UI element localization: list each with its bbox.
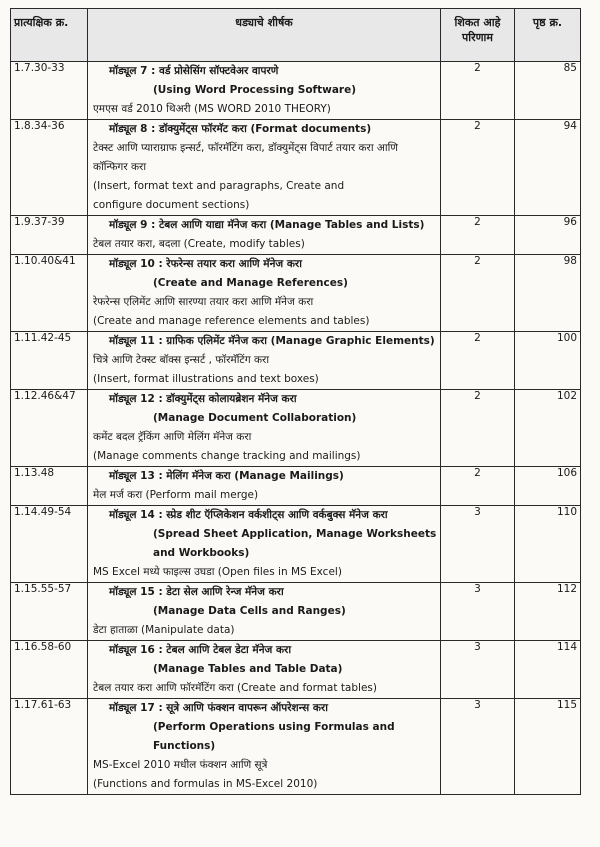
module-heading: मॉड्यूल 13 : मेलिंग मॅनेज करा (Manage Mailings) <box>109 470 344 482</box>
exercise-number: 1.9.37-39 <box>11 216 88 255</box>
lesson-title-cell <box>88 120 441 216</box>
topic-line: डेटा हाताळा (Manipulate data) <box>93 624 235 636</box>
lesson-title-cell <box>88 216 441 255</box>
module-english-title: (Spread Sheet Application, Manage Worksheets and Workbooks) <box>153 528 437 559</box>
module-english-title: (Manage Document Collaboration) <box>153 412 357 424</box>
page-number: 110 <box>515 506 581 583</box>
lesson-title-cell <box>88 255 441 332</box>
topic-line: टेबल तयार करा, बदला (Create, modify tables) <box>93 238 305 250</box>
topic-line: टेबल तयार करा आणि फॉरमॅटिंग करा (Create and format tables) <box>93 682 377 694</box>
module-heading: मॉड्यूल 14 : स्प्रेड शीट ऍप्लिकेशन वर्कशीट्स आणि वर्कबुक्स मॅनेज करा <box>109 509 388 521</box>
module-english-title: (Create and Manage References) <box>153 277 348 289</box>
topic-line: कमेंट बदल ट्रॅकिंग आणि मेलिंग मॅनेज करा <box>93 431 252 443</box>
page-number: 102 <box>515 390 581 467</box>
learning-outcome: 2 <box>441 255 515 332</box>
page-number: 85 <box>515 62 581 120</box>
topic-line: मेल मर्ज करा (Perform mail merge) <box>93 489 259 501</box>
exercise-number: 1.15.55-57 <box>11 583 88 641</box>
topic-line: (Insert, format text and paragraphs, Create and <box>93 180 345 192</box>
table-row <box>11 583 581 641</box>
topic-line: (Manage comments change tracking and mailings) <box>93 450 361 462</box>
lesson-title-cell <box>88 62 441 120</box>
module-heading: मॉड्यूल 15 : डेटा सेल आणि रेन्ज मॅनेज करा <box>109 586 284 598</box>
learning-outcome: 2 <box>441 216 515 255</box>
topic-line: (Create and manage reference elements and tables) <box>93 315 370 327</box>
exercise-number: 1.11.42-45 <box>11 332 88 390</box>
module-heading: मॉड्यूल 12 : डॉक्युमेंट्स कोलायब्रेशन मॅनेज करा <box>109 393 297 405</box>
exercise-number: 1.16.58-60 <box>11 641 88 699</box>
exercise-number: 1.14.49-54 <box>11 506 88 583</box>
header-exercise-no: प्रात्यक्षिक क्र. <box>11 9 88 62</box>
topic-line: चित्रे आणि टेक्स्ट बॉक्स इन्सर्ट , फॉरमॅटिंग करा <box>93 354 270 366</box>
learning-outcome: 2 <box>441 120 515 216</box>
page-number: 96 <box>515 216 581 255</box>
module-heading: मॉड्यूल 9 : टेबल आणि याद्या मॅनेज करा (Manage Tables and Lists) <box>109 219 425 231</box>
page-number: 112 <box>515 583 581 641</box>
contents-table <box>10 8 581 795</box>
header-learning-outcome: शिकत आहे परिणाम <box>441 9 515 62</box>
exercise-number: 1.17.61-63 <box>11 699 88 795</box>
topic-line: रेफरेन्स एलिमेंट आणि सारण्या तयार करा आणि मॅनेज करा <box>93 296 314 308</box>
lesson-title-cell <box>88 332 441 390</box>
page-number: 94 <box>515 120 581 216</box>
page-number: 98 <box>515 255 581 332</box>
topic-line: कॉन्फिगर करा <box>93 161 147 173</box>
table-row <box>11 62 581 120</box>
module-heading: मॉड्यूल 8 : डॉक्युमेंट्स फॉरमॅट करा (Format documents) <box>109 123 372 135</box>
table-row <box>11 641 581 699</box>
learning-outcome: 2 <box>441 467 515 506</box>
page-number: 114 <box>515 641 581 699</box>
learning-outcome: 3 <box>441 641 515 699</box>
learning-outcome: 2 <box>441 390 515 467</box>
learning-outcome: 3 <box>441 699 515 795</box>
table-row <box>11 467 581 506</box>
page-number: 106 <box>515 467 581 506</box>
lesson-title-cell <box>88 699 441 795</box>
module-english-title: (Using Word Processing Software) <box>153 84 357 96</box>
header-row <box>11 9 581 62</box>
topic-line: टेक्स्ट आणि प्याराग्राफ इन्सर्ट, फॉरमॅटिंग करा, डॉक्युमेंट्स विपार्ट तयार करा आणि <box>93 142 398 154</box>
table-row <box>11 216 581 255</box>
module-heading: मॉड्यूल 7 : वर्ड प्रोसेसिंग सॉफ्टवेअर वापरणे <box>109 65 279 77</box>
topic-line: (Functions and formulas in MS-Excel 2010) <box>93 778 318 790</box>
lesson-title-cell <box>88 467 441 506</box>
topic-line: एमएस वर्ड 2010 थिअरी (MS WORD 2010 THEORY) <box>93 103 331 115</box>
page-number: 100 <box>515 332 581 390</box>
module-english-title: (Manage Data Cells and Ranges) <box>153 605 346 617</box>
learning-outcome: 3 <box>441 506 515 583</box>
header-page-no: पृष्ठ क्र. <box>515 9 581 62</box>
table-row <box>11 390 581 467</box>
topic-line: configure document sections) <box>93 199 250 211</box>
lesson-title-cell <box>88 506 441 583</box>
module-heading: मॉड्यूल 10 : रेफरेन्स तयार करा आणि मॅनेज करा <box>109 258 302 270</box>
module-english-title: (Perform Operations using Formulas and Functions) <box>153 721 395 752</box>
topic-line: (Insert, format illustrations and text boxes) <box>93 373 319 385</box>
table-row <box>11 255 581 332</box>
learning-outcome: 2 <box>441 332 515 390</box>
table-row <box>11 332 581 390</box>
module-heading: मॉड्यूल 11 : ग्राफिक एलिमेंट मॅनेज करा (Manage Graphic Elements) <box>109 335 435 347</box>
topic-line: MS Excel मध्ये फाइल्स उघडा (Open files in MS Excel) <box>93 566 342 578</box>
exercise-number: 1.8.34-36 <box>11 120 88 216</box>
module-heading: मॉड्यूल 16 : टेबल आणि टेबल डेटा मॅनेज करा <box>109 644 292 656</box>
learning-outcome: 3 <box>441 583 515 641</box>
topic-line: MS-Excel 2010 मधील फंक्शन आणि सूत्रे <box>93 759 268 771</box>
page-number: 115 <box>515 699 581 795</box>
table-row <box>11 506 581 583</box>
exercise-number: 1.12.46&47 <box>11 390 88 467</box>
lesson-title-cell <box>88 390 441 467</box>
lesson-title-cell <box>88 641 441 699</box>
table-row <box>11 120 581 216</box>
lesson-title-cell <box>88 583 441 641</box>
table-row <box>11 699 581 795</box>
exercise-number: 1.13.48 <box>11 467 88 506</box>
header-lesson-title: धड्याचे शीर्षक <box>88 9 441 62</box>
module-english-title: (Manage Tables and Table Data) <box>153 663 343 675</box>
exercise-number: 1.10.40&41 <box>11 255 88 332</box>
exercise-number: 1.7.30-33 <box>11 62 88 120</box>
learning-outcome: 2 <box>441 62 515 120</box>
module-heading: मॉड्यूल 17 : सूत्रे आणि फंक्शन वापरून ऑपरेशन्स करा <box>109 702 328 714</box>
